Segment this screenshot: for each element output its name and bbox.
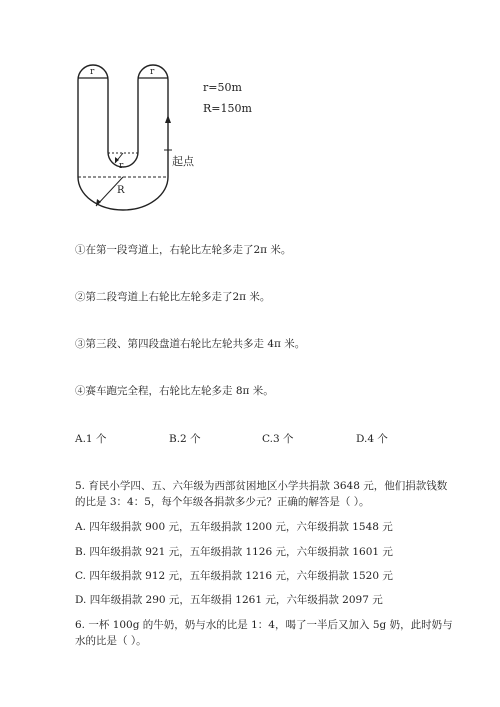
R-value: R=150m [203, 102, 252, 115]
statement-4: ④赛车跑完全程，右轮比左轮多走 8π 米。 [75, 385, 274, 397]
start-arrow-icon [165, 115, 171, 123]
q4-option-b: B.2 个 [169, 433, 201, 445]
q5-option-c: C. 四年级捐款 912 元，五年级捐款 1216 元，六年级捐款 1520 元 [75, 570, 393, 582]
race-track-diagram [60, 50, 320, 220]
statement-1: ①在第一段弯道上，右轮比左轮多走了2π 米。 [75, 244, 292, 256]
statement-3: ③第三段、第四段盘道右轮比左轮共多走 4π 米。 [75, 338, 306, 350]
q4-option-a: A.1 个 [75, 433, 107, 445]
r-value: r=50m [203, 81, 242, 94]
q4-option-d: D.4 个 [356, 433, 388, 445]
r-label-top-right: r [150, 67, 155, 77]
q5-option-b: B. 四年级捐款 921 元，五年级捐款 1126 元，六年级捐款 1601 元 [75, 546, 393, 558]
q4-option-c: C.3 个 [262, 433, 294, 445]
q6-stem-line1: 6. 一杯 100g 的牛奶，奶与水的比是 1：4，喝了一半后又加入 5g 奶，此时奶与 [75, 619, 453, 631]
q5-stem-line2: 的比是 3：4：5，每个年级各捐款多少元？正确的解答是（ ）。 [75, 496, 370, 508]
r-label-top-left: r [90, 67, 95, 77]
q5-stem-line1: 5. 育民小学四、五、六年级为西部贫困地区小学共捐款 3648 元，他们捐款钱数 [75, 480, 448, 492]
q5-option-d: D. 四年级捐款 290 元，五年级捐 1261 元，六年级捐款 2097 元 [75, 594, 383, 606]
statement-2: ②第二段弯道上右轮比左轮多走了2π 米。 [75, 291, 271, 303]
q5-option-a: A. 四年级捐款 900 元，五年级捐款 1200 元，六年级捐款 1548 元 [75, 521, 393, 533]
start-label: 起点 [172, 155, 194, 168]
R-label: R [117, 185, 125, 196]
q6-stem-line2: 水的比是（ ）。 [75, 635, 147, 647]
r-label-mid: r [119, 161, 124, 171]
